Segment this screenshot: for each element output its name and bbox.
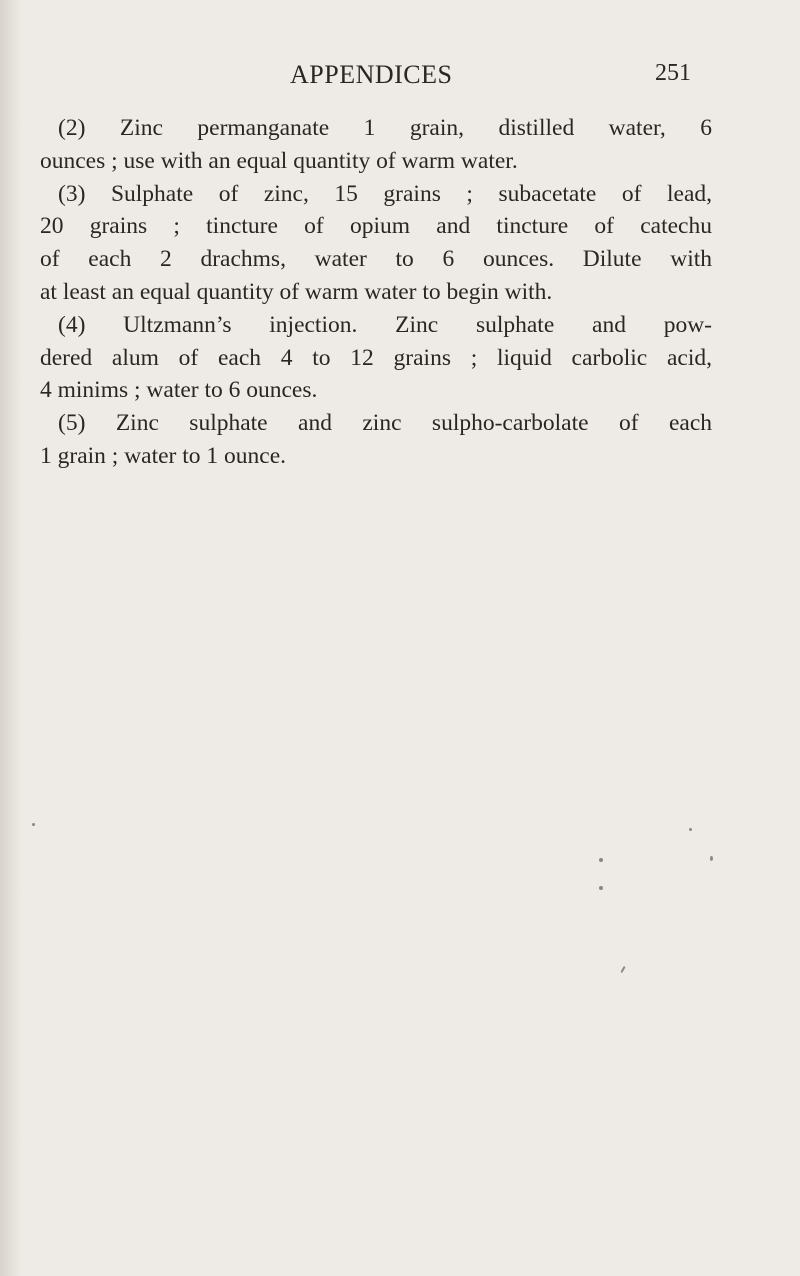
text-line: (4) Ultzmann’s injection. Zinc sulphate and pow- [58, 311, 712, 338]
text-line: (5) Zinc sulphate and zinc sulpho-carbolate of each [58, 410, 712, 437]
scan-speck [710, 856, 713, 861]
text-line: (2) Zinc permanganate 1 grain, distilled water, 6 [58, 115, 712, 141]
text-line: 20 grains ; tincture of opium and tincture of catechu [40, 213, 712, 240]
text-line: 1 grain ; water to 1 ounce. [40, 442, 287, 469]
paragraph-4 [40, 309, 712, 407]
text-line: dered alum of each 4 to 12 grains ; liquid carbolic acid, [40, 344, 712, 371]
running-head [0, 60, 800, 90]
text-line: ounces ; use with an equal quantity of warm water. [40, 147, 518, 174]
scan-speck [599, 886, 603, 890]
scan-speck [689, 828, 692, 831]
scan-speck [620, 966, 625, 973]
paragraph-3 [40, 178, 712, 309]
page-binding-shadow [0, 0, 22, 1276]
scan-speck [599, 858, 603, 862]
paragraph-2 [40, 112, 712, 178]
body-text [40, 112, 712, 473]
scan-speck [32, 823, 35, 826]
paragraph-5 [40, 407, 712, 473]
text-line: 4 minims ; water to 6 ounces. [40, 377, 318, 404]
page-number: 251 [655, 60, 691, 86]
running-title: APPENDICES [290, 60, 453, 89]
text-line: (3) Sulphate of zinc, 15 grains ; subacetate of lead, [58, 180, 712, 207]
text-line: at least an equal quantity of warm water to begin with. [40, 278, 553, 305]
text-line: of each 2 drachms, water to 6 ounces. Dilute with [40, 246, 712, 273]
